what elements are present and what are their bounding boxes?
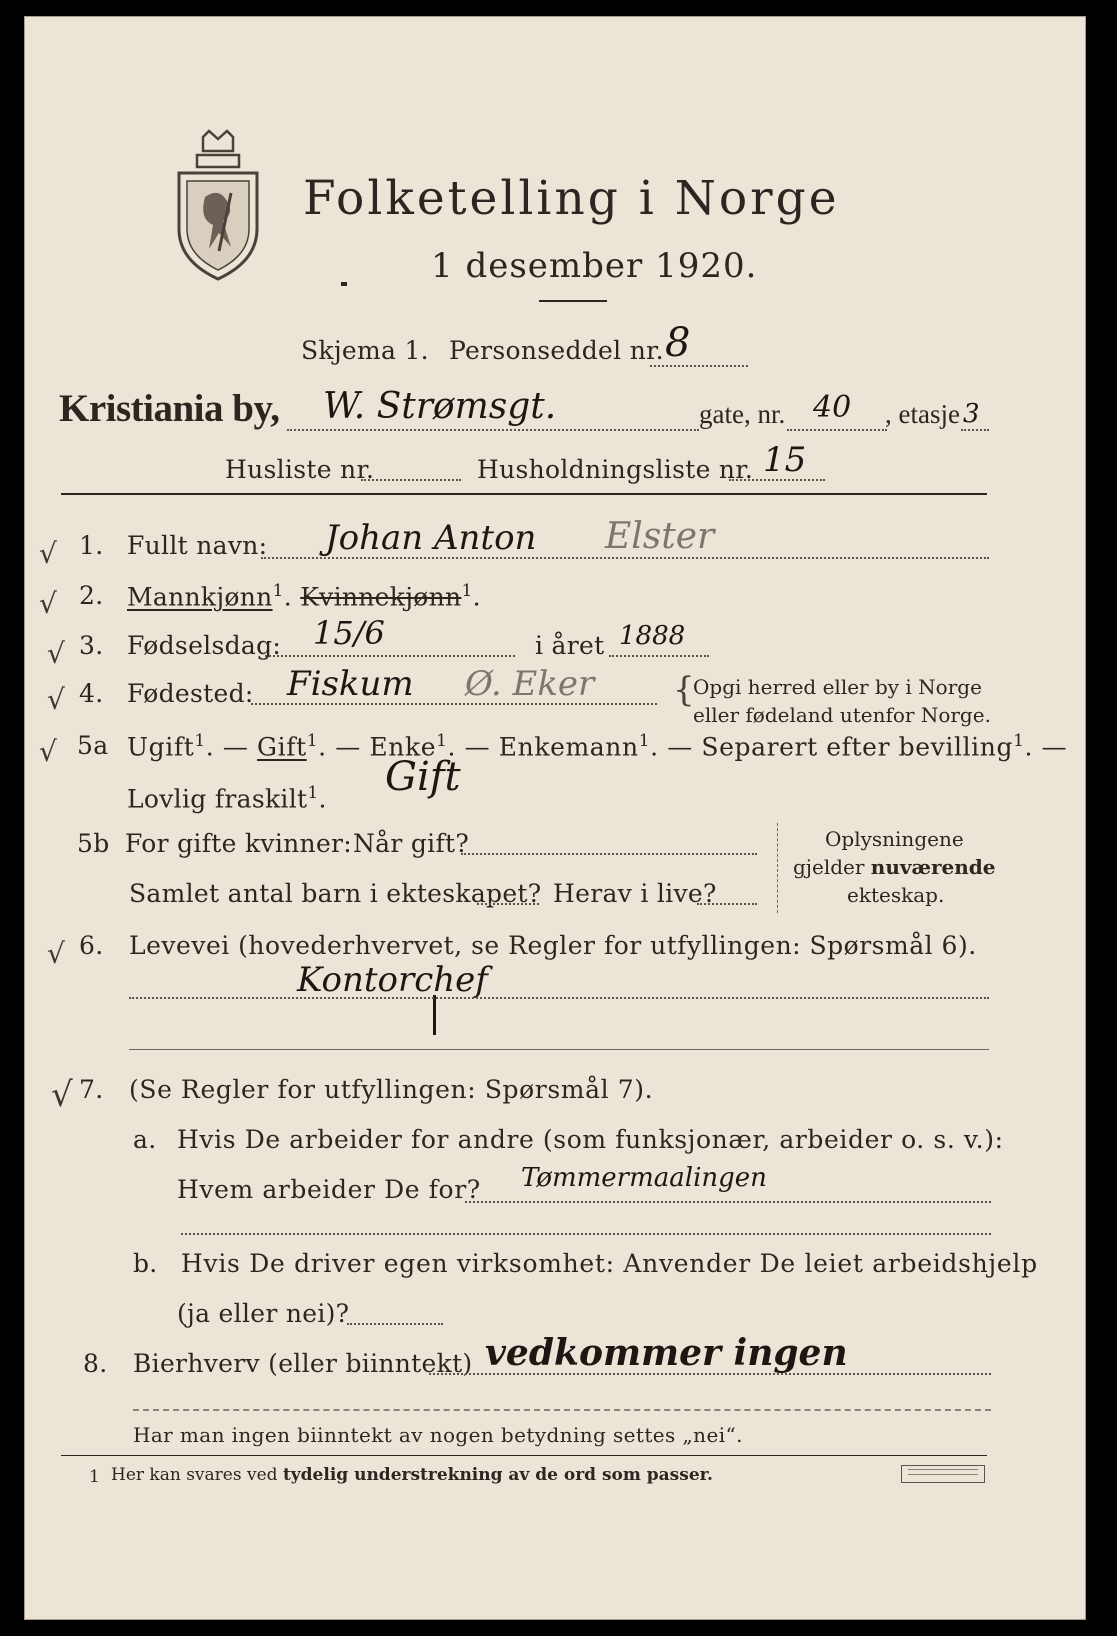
personseddel-label: Personseddel nr.	[449, 336, 664, 365]
q5a-gift-option: Gift	[257, 732, 307, 762]
q3-year-line	[609, 655, 709, 657]
q2-number: 2.	[79, 581, 104, 610]
q3-number: 3.	[79, 631, 104, 660]
q5b-line2	[477, 903, 539, 905]
check-mark: √	[47, 637, 65, 670]
husholdning-value: 15	[763, 440, 807, 480]
q5b-brace	[777, 823, 778, 913]
street-line	[287, 429, 699, 431]
coat-of-arms-icon	[175, 129, 261, 281]
q5a-number: 5a	[77, 731, 109, 760]
q7b-line	[347, 1323, 443, 1325]
q2-male: Mannkjønn	[127, 582, 273, 612]
q7b-label: (ja eller nei)?	[177, 1299, 350, 1328]
q7a-line	[465, 1201, 991, 1203]
census-date: 1 desember 1920.	[431, 246, 758, 286]
q1-label: Fullt navn:	[127, 531, 268, 560]
q2-female: Kvinnekjønn	[300, 582, 462, 612]
check-mark: √	[39, 587, 57, 620]
q5b-label2: Når gift?	[353, 829, 470, 858]
q3-day-line	[265, 655, 515, 657]
q6-line1	[129, 997, 989, 999]
schema-label: Skjema 1.	[301, 336, 429, 365]
etasje-line	[961, 429, 989, 431]
q8-label: Bierhverv (eller biinntekt)	[133, 1349, 473, 1378]
q5b-label4: Herav i live?	[553, 879, 717, 908]
q1-surname: Elster	[605, 516, 715, 557]
gate-nr-line	[787, 429, 887, 431]
q4-value: Fiskum	[287, 664, 414, 704]
printer-stamp	[901, 1465, 985, 1483]
q7-number: 7.	[79, 1075, 104, 1104]
q6-value: Kontorchef	[297, 960, 488, 1000]
q1-number: 1.	[79, 531, 104, 560]
footnote-number: 1	[89, 1467, 100, 1487]
q5b-note-line3: ekteskap.	[847, 883, 945, 907]
check-mark: √	[39, 537, 57, 570]
check-mark: √	[47, 937, 65, 970]
q5a-value: Gift	[385, 754, 461, 800]
q7b-text: Hvis De driver egen virksomhet: Anvender De leiet arbeidshjelp	[181, 1249, 1038, 1278]
check-mark: √	[39, 735, 57, 768]
q6-value-stroke	[433, 995, 436, 1035]
q7b-letter: b.	[133, 1249, 158, 1278]
form-title: Folketelling i Norge	[303, 171, 840, 226]
etasje-value: 3	[963, 399, 980, 429]
q5b-note-line2: gjelder nuværende	[793, 855, 996, 879]
etasje-label: , etasje	[885, 399, 960, 429]
q5b-line1	[461, 853, 757, 855]
q5a-line2: Lovlig fraskilt$^1$.	[127, 783, 327, 814]
q1-given-name: Johan Anton	[325, 518, 537, 558]
q5b-label1: For gifte kvinner:	[125, 829, 353, 858]
q7a-label: Hvem arbeider De for?	[177, 1175, 481, 1204]
q4-note-line1: Opgi herred eller by i Norge	[693, 675, 982, 699]
gate-nr-value: 40	[813, 390, 852, 425]
husliste-line	[361, 479, 461, 481]
q2-options: Mannkjønn$^1$. Kvinnekjønn$^1$.	[127, 581, 481, 612]
q4-value-extra: Ø. Eker	[465, 664, 595, 704]
gate-label: gate, nr.	[699, 399, 786, 429]
q7a-value: Tømmermaalingen	[521, 1163, 767, 1193]
q6-line2	[129, 1049, 989, 1050]
city-label: Kristiania by,	[59, 387, 280, 430]
title-divider	[539, 300, 607, 302]
q3-year-value: 1888	[619, 621, 686, 651]
q3-year-label: i året	[535, 631, 605, 660]
street-value: W. Strømsgt.	[323, 386, 557, 427]
footer-note: Har man ingen biinntekt av nogen betydning settes „nei“.	[133, 1423, 743, 1447]
personseddel-value: 8	[665, 320, 691, 366]
check-mark: √	[51, 1075, 73, 1115]
q7a-line2	[181, 1233, 991, 1235]
q3-day-value: 15/6	[313, 614, 385, 652]
q3-label: Fødselsdag:	[127, 631, 282, 660]
ink-dot	[341, 282, 347, 286]
q6-number: 6.	[79, 931, 104, 960]
husliste-label: Husliste nr.	[225, 455, 375, 484]
q7a-text: Hvis De arbeider for andre (som funksjonær, arbeider o. s. v.):	[177, 1125, 1004, 1154]
check-mark: √	[47, 683, 65, 716]
q8-divider	[133, 1409, 991, 1411]
husholdning-label: Husholdningsliste nr.	[477, 455, 754, 484]
q8-value: vedkommer ingen	[485, 1332, 848, 1374]
footer-divider	[61, 1455, 987, 1456]
q5a-options: Ugift$^1$. — Gift$^1$. — Enke$^1$. — Enkemann$^1$. — Separert efter bevilling$^1$. —	[127, 731, 1068, 762]
q7-label: (Se Regler for utfyllingen: Spørsmål 7).	[129, 1075, 654, 1104]
q5b-note-line1: Oplysningene	[825, 827, 964, 851]
q8-number: 8.	[83, 1349, 108, 1378]
section-divider	[61, 493, 987, 495]
q4-label: Fødested:	[127, 679, 254, 708]
q4-number: 4.	[79, 679, 104, 708]
q5b-label3: Samlet antal barn i ekteskapet?	[129, 879, 542, 908]
census-form	[24, 16, 1086, 1620]
q4-note-line2: eller fødeland utenfor Norge.	[693, 703, 991, 727]
q7a-letter: a.	[133, 1125, 157, 1154]
q5b-line3	[697, 903, 757, 905]
footnote-text: Her kan svares ved tydelig understrekning av de ord som passer.	[111, 1465, 713, 1485]
q4-brace: {	[673, 670, 695, 710]
q5b-number: 5b	[77, 829, 110, 858]
q6-label: Levevei (hovederhvervet, se Regler for utfyllingen: Spørsmål 6).	[129, 931, 977, 960]
